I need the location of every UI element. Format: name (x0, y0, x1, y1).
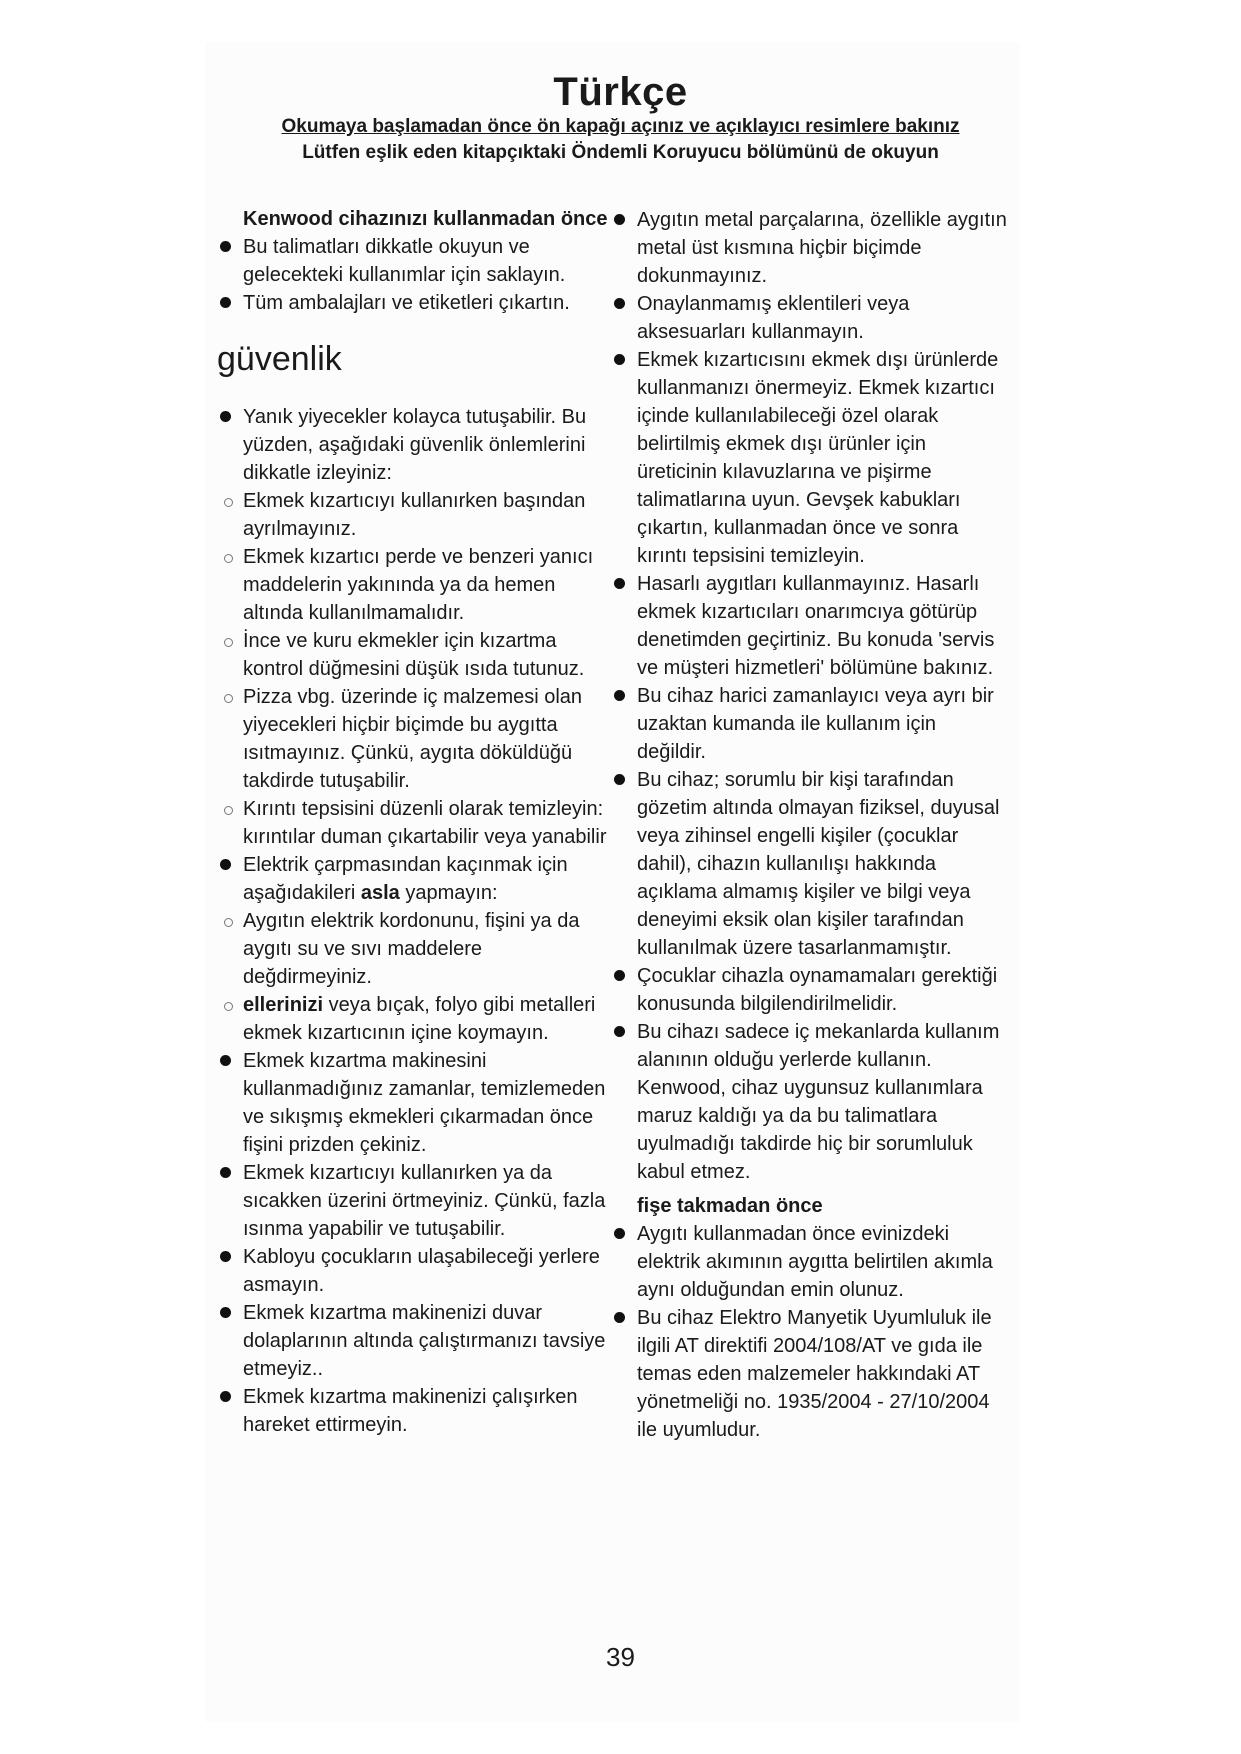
section-heading-before-plugging: fişe takmadan önce (637, 1195, 823, 1217)
page-number: 39 (606, 1642, 635, 1672)
list-item: Ekmek kızartma makinenizi duvar dolaplarının altında çalıştırmanızı tavsiye etmeyiz.. (243, 1299, 613, 1383)
list-item: Çocuklar cihazla oynamamaları gerektiği konusunda bilgilendirilmelidir. (637, 962, 1007, 1018)
sub-list-item: Kırıntı tepsisini düzenli olarak temizleyin: kırıntılar duman çıkartabilir veya yanabilir (243, 795, 613, 851)
instruction-line-2: Lütfen eşlik eden kitapçıktaki Öndemli Koruyucu bölümünü de okuyun (302, 142, 939, 163)
list-item: Bu cihaz harici zamanlayıcı veya ayrı bir uzaktan kumanda ile kullanım için değildir. (637, 682, 1007, 766)
list-item: Ekmek kızartma makinenizi çalışırken hareket ettirmeyin. (243, 1383, 613, 1439)
sub-list-item: İnce ve kuru ekmekler için kızartma kontrol düğmesini düşük ısıda tutunuz. (243, 627, 613, 683)
sub-list-item: Aygıtın elektrik kordonunu, fişini ya da aygıtı su ve sıvı maddelere değdirmeyiniz. (243, 907, 613, 991)
list-item: Bu cihazı sadece iç mekanlarda kullanım alanının olduğu yerlerde kullanın. Kenwood, cihaz uygunsuz kullanımlara maruz kaldığı ya da bu talimatlara uyulmadığı takdirde hiç bir sorumluluk kabul etmez. (637, 1018, 1007, 1186)
left-column (217, 205, 613, 1439)
list-item: Hasarlı aygıtları kullanmayınız. Hasarlı ekmek kızartıcıları onarımcıya götürüp denetimden geçirtiniz. Bu konuda 'servis ve müşteri hizmetleri' bölümüne bakınız. (637, 570, 1007, 682)
text-segment: Elektrik çarpmasından kaçınmak için aşağıdakileri (243, 854, 568, 904)
list-item: Aygıtı kullanmadan önce evinizdeki elektrik akımının aygıtta belirtilen akımla aynı olduğundan emin olunuz. (637, 1220, 1007, 1304)
list-item: Tüm ambalajları ve etiketleri çıkartın. (243, 289, 613, 317)
instruction-line-1: Okumaya başlamadan önce ön kapağı açınız ve açıklayıcı resimlere bakınız (281, 116, 960, 137)
sub-list-item: Pizza vbg. üzerinde iç malzemesi olan yiyecekleri hiçbir biçimde bu aygıtta ısıtmayınız. Çünkü, aygıta döküldüğü takdirde tutuşabilir. (243, 683, 613, 795)
safety-list (243, 403, 613, 1439)
sub-list-item: Ekmek kızartıcı perde ve benzeri yanıcı maddelerin yakınında ya da hemen altında kullanılmamalıdır. (243, 543, 613, 627)
list-item (243, 851, 613, 907)
sub-list-item: Ekmek kızartıcıyı kullanırken başından ayrılmayınız. (243, 487, 613, 543)
list-item: Aygıtın metal parçalarına, özellikle aygıtın metal üst kısmına hiçbir biçimde dokunmayınız. (637, 206, 1007, 290)
list-item: Onaylanmamış eklentileri veya aksesuarları kullanmayın. (637, 290, 1007, 346)
list-item: Bu cihaz Elektro Manyetik Uyumluluk ile ilgili AT direktifi 2004/108/AT ve gıda ile temas eden malzemeler hakkındaki AT yönetmeliği no. 1935/2004 - 27/10/2004 ile uyumludur. (637, 1304, 1007, 1444)
safety-list-continued (637, 206, 1007, 1186)
text-segment: veya bıçak, folyo gibi metalleri ekmek kızartıcının içine koymayın. (243, 994, 596, 1044)
page-title: Türkçe (553, 70, 688, 114)
right-column (637, 206, 1007, 1444)
emphasis-text: asla (360, 882, 400, 904)
list-item: Ekmek kızartıcısını ekmek dışı ürünlerde kullanmanızı önermeyiz. Ekmek kızartıcı içinde kullanılabileceği özel olarak belirtilmiş ekmek dışı ürünler için üreticinin kılavuzlarına ve pişirme talimatlarına uyun. Gevşek kabukları çıkartın, kullanmadan önce ve sonra kırıntı tepsisini temizleyin. (637, 346, 1007, 570)
plug-in-list (637, 1220, 1007, 1444)
emphasis-text: ellerinizi (243, 994, 324, 1016)
list-item: Ekmek kızartma makinesini kullanmadığınız zamanlar, temizlemeden ve sıkışmış ekmekleri çıkarmadan önce fişini prizden çekiniz. (243, 1047, 613, 1159)
list-item: Yanık yiyecekler kolayca tutuşabilir. Bu yüzden, aşağıdaki güvenlik önlemlerini dikkatle izleyiniz: (243, 403, 613, 487)
list-item: Bu talimatları dikkatle okuyun ve gelecekteki kullanımlar için saklayın. (243, 233, 613, 289)
section-title-safety: güvenlik (217, 340, 342, 378)
text-segment: yapmayın: (399, 882, 498, 904)
sub-list-item (243, 991, 613, 1047)
list-item: Bu cihaz; sorumlu bir kişi tarafından gözetim altında olmayan fiziksel, duyusal veya zihinsel engelli kişiler (çocuklar dahil), cihazın kullanılışı hakkında açıklama almamış kişiler ve bilgi veya deneyimi eksik olan kişiler tarafından kullanılmak üzere tasarlanmamıştır. (637, 766, 1007, 962)
section-heading-before-use: Kenwood cihazınızı kullanmadan önce (243, 208, 608, 230)
list-item: Ekmek kızartıcıyı kullanırken ya da sıcakken üzerini örtmeyiniz. Çünkü, fazla ısınma yapabilir ve tutuşabilir. (243, 1159, 613, 1243)
list-item: Kabloyu çocukların ulaşabileceği yerlere asmayın. (243, 1243, 613, 1299)
intro-list (243, 233, 613, 317)
